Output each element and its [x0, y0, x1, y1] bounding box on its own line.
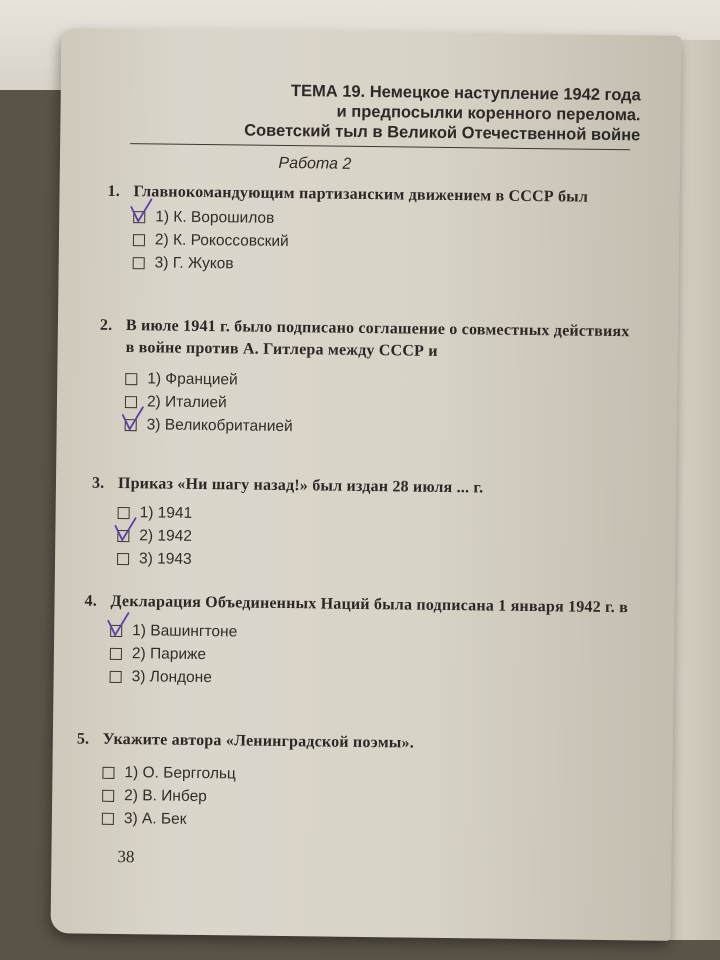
- question-4: [83, 591, 639, 695]
- option-label: 1) К. Ворошилов: [155, 207, 275, 227]
- question-number: 3.: [91, 474, 105, 492]
- question-number: 1.: [107, 182, 121, 200]
- answer-option[interactable]: [117, 547, 636, 576]
- checkbox[interactable]: [102, 812, 114, 824]
- workbook-page: [50, 28, 681, 941]
- question-5: [76, 728, 637, 836]
- option-label: 3) Великобританией: [146, 415, 293, 435]
- checkmark-icon: [104, 611, 134, 641]
- question-text: Укажите автора «Ленинградской поэмы».: [102, 730, 415, 752]
- checkbox[interactable]: [110, 647, 122, 659]
- checkmark-stroke: [108, 613, 128, 635]
- checkmark-stroke: [131, 199, 151, 221]
- checkbox[interactable]: [102, 766, 114, 778]
- option-label: 1) О. Берггольц: [124, 763, 236, 782]
- option-label: 3) Г. Жуков: [154, 253, 234, 272]
- title-line: и предпосылки коренного перелома.: [336, 102, 641, 125]
- option-label: 1) 1941: [139, 503, 193, 522]
- option-label: 2) 1942: [139, 526, 193, 545]
- title-line: Советский тыл в Великой Отечественной войне: [244, 121, 641, 145]
- answer-option[interactable]: [133, 251, 637, 280]
- option-label: 2) В. Инбер: [124, 786, 207, 805]
- checkmark-icon: [127, 197, 157, 227]
- checkbox[interactable]: [117, 552, 129, 564]
- question-text: Приказ «Ни шагу назад!» был издан 28 июля ... г.: [117, 474, 484, 497]
- question-number: 4.: [84, 592, 98, 610]
- page-number: 38: [117, 846, 135, 867]
- question-number: 2.: [99, 316, 113, 334]
- checkmark-stroke: [115, 518, 135, 540]
- answer-option[interactable]: [125, 413, 639, 442]
- work-subtitle: Работа 2: [278, 154, 352, 173]
- option-label: 2) К. Рокоссовский: [154, 230, 289, 250]
- topic-title: [120, 79, 641, 145]
- question-text: Главнокомандующим партизанским движением в СССР был: [133, 183, 589, 206]
- question-1: [107, 181, 638, 280]
- question-text: Декларация Объединенных Наций была подписана 1 января 1942 г. в: [110, 592, 629, 617]
- checkmark-stroke: [123, 407, 143, 429]
- option-label: 3) Лондоне: [131, 667, 213, 686]
- option-label: 3) А. Бек: [123, 809, 187, 828]
- question-number: 5.: [76, 730, 90, 748]
- question-text: В июле 1941 г. было подписано соглашение о совместных действиях в войне против А. Гитлера между СССР и: [125, 317, 630, 360]
- checkbox[interactable]: [133, 234, 145, 246]
- checkbox[interactable]: [110, 670, 122, 682]
- checkbox[interactable]: [133, 257, 145, 269]
- question-2: [99, 315, 640, 443]
- checkmark-icon: [119, 405, 149, 435]
- option-label: 2) Италией: [146, 392, 227, 411]
- checkbox[interactable]: [102, 789, 114, 801]
- title-line: ТЕМА 19. Немецкое наступление 1942 года: [290, 82, 641, 105]
- option-label: 3) 1943: [138, 549, 192, 568]
- checkbox[interactable]: [125, 373, 137, 385]
- option-label: 1) Францией: [147, 369, 238, 388]
- checkmark-icon: [111, 516, 141, 546]
- question-3: [91, 473, 637, 577]
- option-label: 2) Париже: [131, 644, 207, 663]
- option-label: 1) Вашингтоне: [132, 621, 238, 640]
